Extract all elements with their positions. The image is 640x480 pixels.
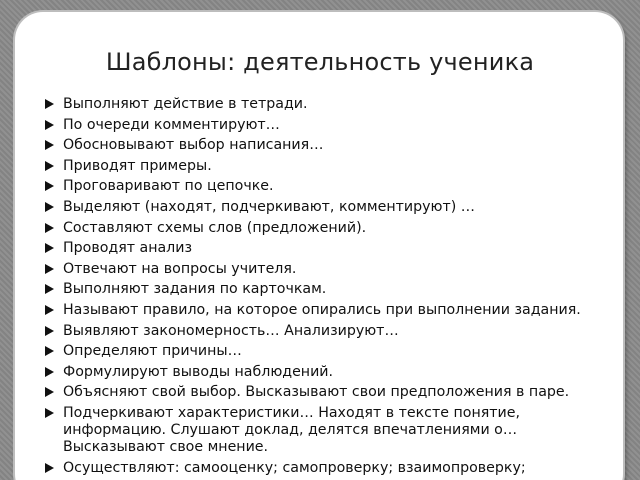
list-item <box>63 178 611 195</box>
triangle-bullet-icon <box>45 202 54 212</box>
list-item-text: Отвечают на вопросы учителя. <box>63 260 297 277</box>
list-item-text: Выполняют действие в тетради. <box>63 96 308 112</box>
list-item-text: Подчеркивают характеристики… Находят в тексте понятие, информацию. Слушают доклад, делятся впечатлениями о… Высказывают свое мнение. <box>63 404 520 455</box>
triangle-bullet-icon <box>45 346 54 356</box>
list-item <box>63 302 611 319</box>
list-item-text: По очереди комментируют… <box>63 116 280 133</box>
list-item <box>63 405 611 456</box>
list-item <box>63 117 611 134</box>
list-item-text: Приводят примеры. <box>63 157 212 174</box>
triangle-bullet-icon <box>45 120 54 130</box>
list-item-text: Выявляют закономерность… Анализируют… <box>63 322 399 339</box>
triangle-bullet-icon <box>45 223 54 233</box>
slide-title: Шаблоны: деятельность ученика <box>105 48 535 76</box>
bullet-list <box>63 96 611 480</box>
triangle-bullet-icon <box>45 284 54 294</box>
list-item <box>63 364 611 381</box>
triangle-bullet-icon <box>45 140 54 150</box>
list-item-text: Определяют причины… <box>63 343 242 360</box>
list-item <box>63 199 611 216</box>
triangle-bullet-icon <box>45 243 54 253</box>
list-item <box>63 323 611 340</box>
triangle-bullet-icon <box>45 387 54 397</box>
triangle-bullet-icon <box>45 161 54 171</box>
triangle-bullet-icon <box>45 463 54 473</box>
list-item-text: Формулируют выводы наблюдений. <box>63 363 334 380</box>
triangle-bullet-icon <box>45 264 54 274</box>
list-item <box>63 384 611 401</box>
list-item-text: Проговаривают по цепочке. <box>63 178 274 195</box>
list-item <box>63 281 611 298</box>
triangle-bullet-icon <box>45 305 54 315</box>
triangle-bullet-icon <box>45 181 54 191</box>
triangle-bullet-icon <box>45 408 54 418</box>
list-item <box>63 261 611 278</box>
list-item <box>63 343 611 360</box>
list-item-text: Осуществляют: самооценку; самопроверку; взаимопроверку; <box>63 459 526 476</box>
list-item-text: Составляют схемы слов (предложений). <box>63 219 367 236</box>
list-item <box>63 220 611 237</box>
triangle-bullet-icon <box>45 367 54 377</box>
list-item <box>63 137 611 154</box>
triangle-bullet-icon <box>45 326 54 336</box>
list-item <box>63 460 611 477</box>
list-item-text: Называют правило, на которое опирались при выполнении задания. <box>63 301 581 318</box>
triangle-bullet-icon <box>45 99 54 109</box>
list-item-text: Выделяют (находят, подчеркивают, комментируют) … <box>63 198 475 215</box>
list-item <box>63 158 611 175</box>
list-item <box>63 96 611 113</box>
list-item-text: Выполняют задания по карточкам. <box>63 281 327 298</box>
list-item <box>63 240 611 257</box>
slide-panel <box>15 12 623 480</box>
list-item-text: Объясняют свой выбор. Высказывают свои предположения в паре. <box>63 384 570 401</box>
list-item-text: Обосновывают выбор написания… <box>63 137 324 154</box>
list-item-text: Проводят анализ <box>63 240 193 257</box>
